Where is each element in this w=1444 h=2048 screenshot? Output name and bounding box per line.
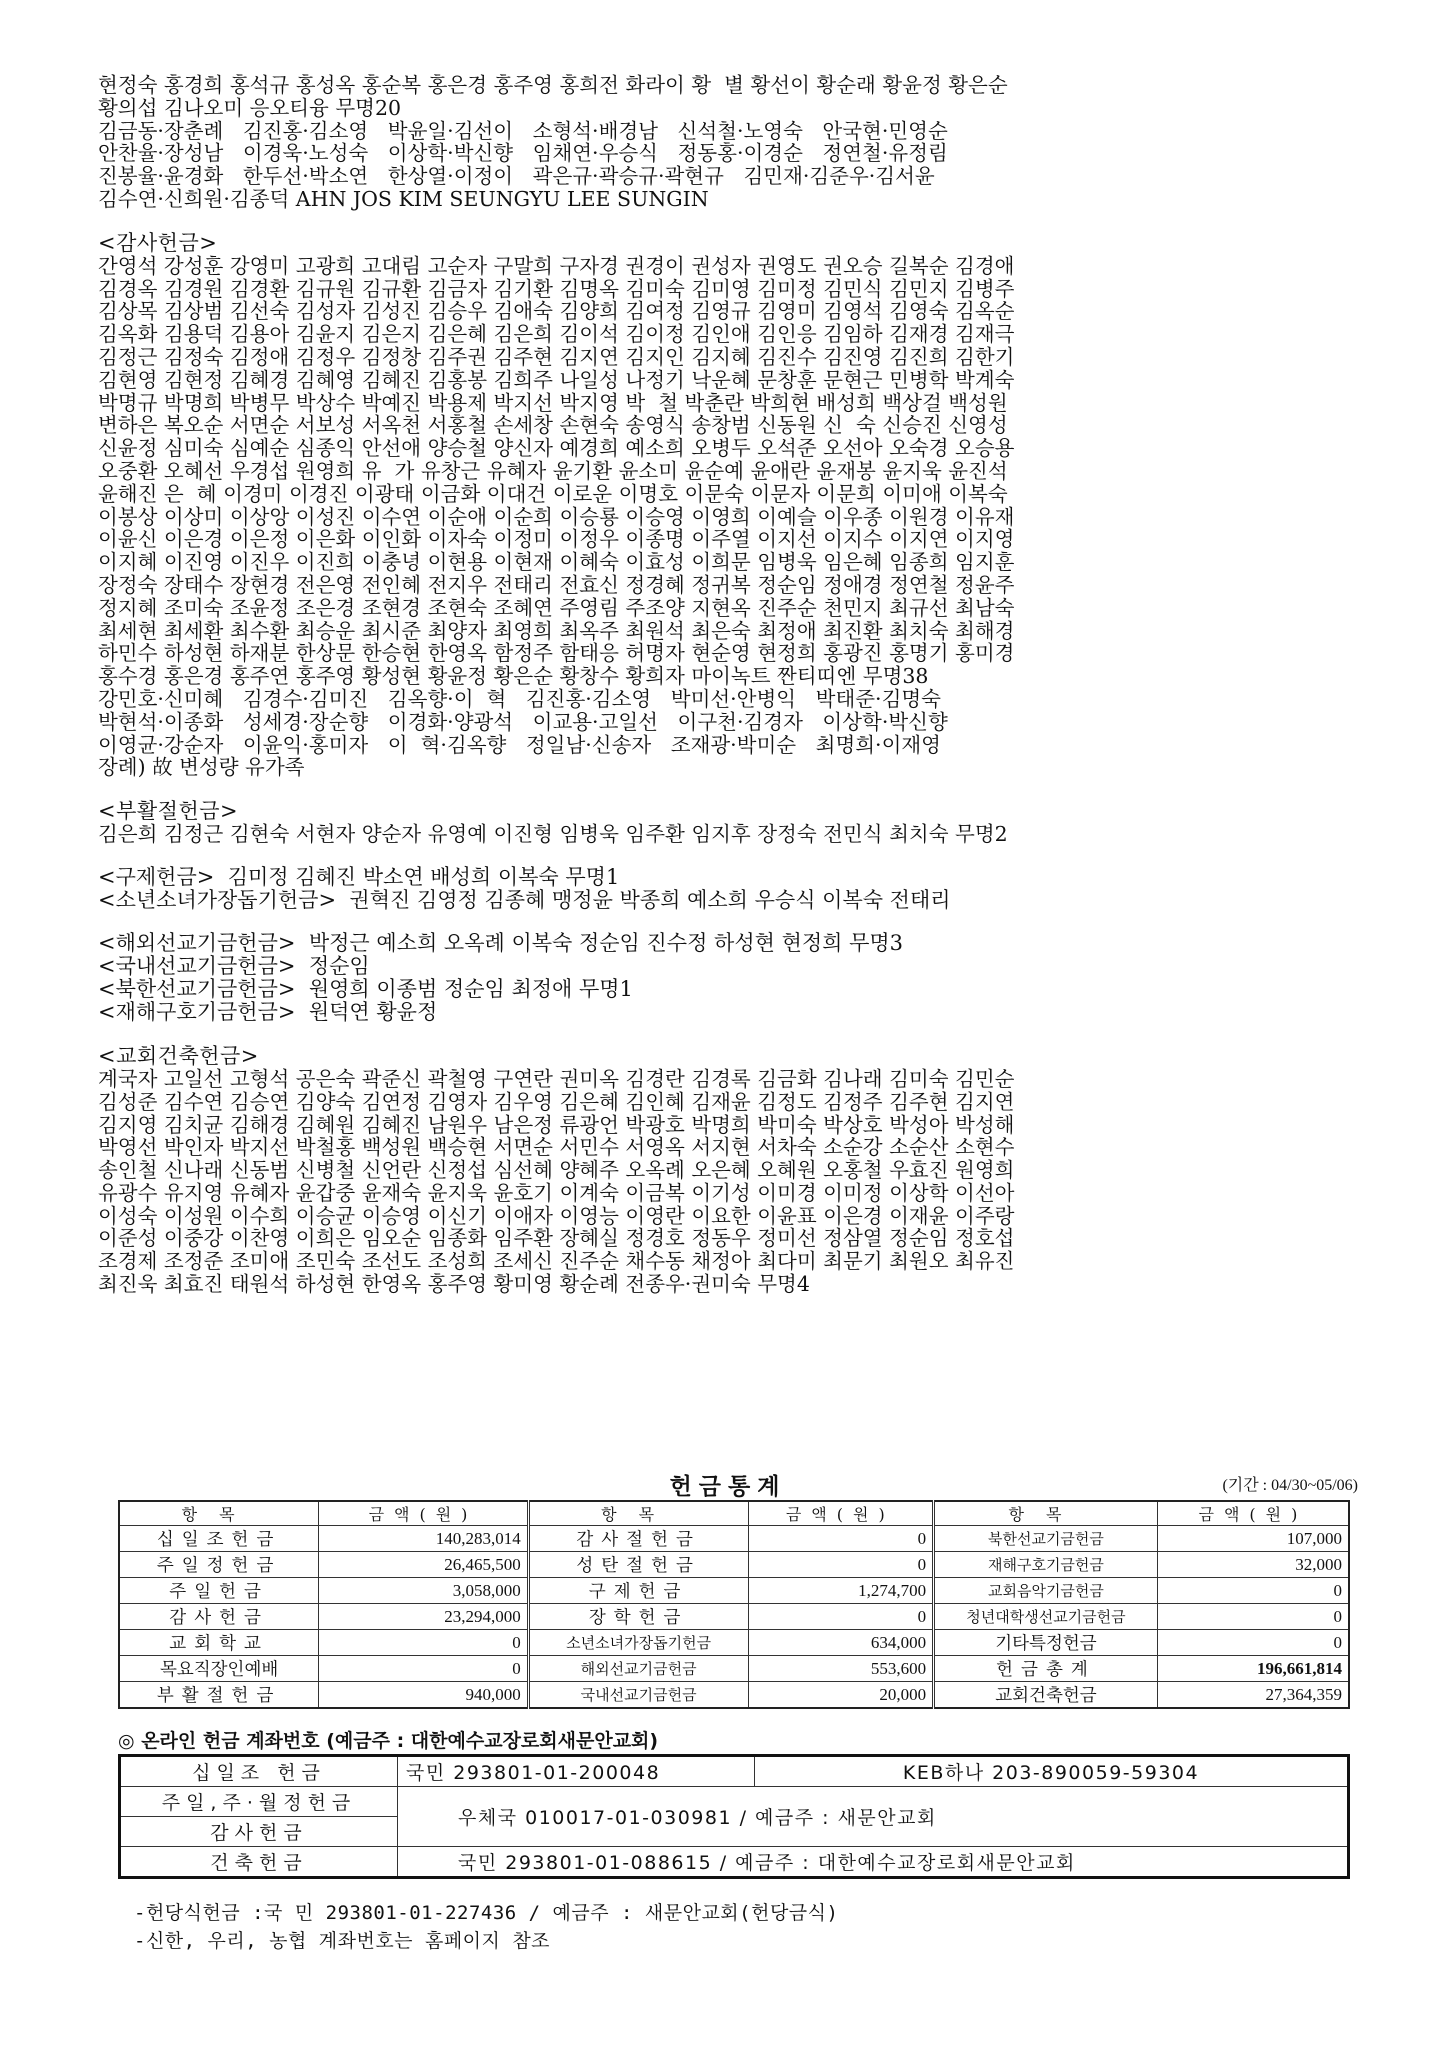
account-number: 국민 293801-01-200048 bbox=[398, 1756, 755, 1787]
stats-amount: 27,364,359 bbox=[1157, 1682, 1349, 1709]
stats-item-label: 소년소녀가장돕기헌금 bbox=[528, 1630, 748, 1656]
section-title: <국내선교기금헌금> bbox=[98, 953, 296, 978]
stats-amount: 23,294,000 bbox=[319, 1604, 529, 1630]
col-amount: 금액(원) bbox=[319, 1501, 529, 1526]
stats-item-label: 교회건축헌금 bbox=[934, 1682, 1158, 1709]
donor-line: 박명규 박명희 박병무 박상수 박예진 박용제 박지선 박지영 박 철 박춘란 박희현 배성희 백상걸 백성원 bbox=[98, 390, 1008, 415]
donor-line: 박정근 예소희 오옥례 이복숙 정순임 진수정 하성현 현정희 무명3 bbox=[308, 930, 904, 955]
donor-line: 권혁진 김영정 김종혜 맹정윤 박종희 예소희 우승식 이복숙 전태리 bbox=[349, 887, 951, 912]
account-row-building bbox=[120, 1847, 1349, 1878]
stats-amount: 32,000 bbox=[1157, 1552, 1349, 1578]
donor-line: 유광수 유지영 유혜자 윤갑중 윤재숙 윤지욱 윤호기 이계숙 이금복 이기성 이미경 이미정 이상학 이선아 bbox=[98, 1180, 1015, 1205]
stats-row bbox=[119, 1630, 1349, 1656]
donor-line: 이성숙 이성원 이수희 이승균 이승영 이신기 이애자 이영능 이영란 이요한 이윤표 이은경 이재윤 이주랑 bbox=[98, 1203, 1015, 1228]
donor-line: 안찬율·장성남 이경욱·노성숙 이상학·박신향 임채연·우승식 정동홍·이경순 정연철·유정림 bbox=[98, 141, 948, 166]
donor-line: 원덕연 황윤정 bbox=[308, 999, 438, 1024]
donor-line: 김수연·신희원·김종덕 AHN JOS KIM SEUNGYU LEE SUNGIN bbox=[98, 186, 709, 211]
section-title: <감사헌금> bbox=[98, 230, 218, 255]
stats-item-label: 국내선교기금헌금 bbox=[528, 1682, 748, 1709]
donor-line: 최진욱 최효진 태원석 하성현 한영옥 홍주영 황미영 황순례 전종우·권미숙 무명4 bbox=[98, 1272, 810, 1297]
donor-line: 장정숙 장태수 장현경 전은영 전인혜 전지우 전태리 전효신 정경혜 정귀복 정순임 정애경 정연철 정윤주 bbox=[98, 572, 1015, 597]
stats-header bbox=[98, 1468, 1358, 1498]
stats-item-label: 청년대학생선교기금헌금 bbox=[934, 1604, 1158, 1630]
section-title: <북한선교기금헌금> bbox=[98, 976, 296, 1001]
donor-line: 박영선 박인자 박지선 박철홍 백성원 백승현 서면순 서민수 서영옥 서지현 서차숙 소순강 소순산 소현수 bbox=[98, 1135, 1015, 1160]
account-row-weekly bbox=[120, 1787, 1349, 1817]
col-item: 항목 bbox=[934, 1501, 1158, 1526]
account-label: 감사헌금 bbox=[120, 1817, 398, 1847]
stats-amount: 26,465,500 bbox=[319, 1552, 529, 1578]
account-label: 주일,주·월정헌금 bbox=[120, 1787, 398, 1817]
stats-amount: 0 bbox=[319, 1656, 529, 1682]
donor-line: 김경옥 김경원 김경환 김규원 김규환 김금자 김기환 김명옥 김미숙 김미영 김미정 김민식 김민지 김병주 bbox=[98, 276, 1015, 301]
stats-amount: 0 bbox=[748, 1604, 934, 1630]
stats-amount: 0 bbox=[1157, 1578, 1349, 1604]
stats-row bbox=[119, 1656, 1349, 1682]
note-line: -신한, 우리, 농협 계좌번호는 홈페이지 참조 bbox=[134, 1930, 551, 1952]
donor-line: 김금동·장춘례 김진홍·김소영 박윤일·김선이 소형석·배경남 신석철·노영숙 안국현·민영순 bbox=[98, 118, 948, 143]
donor-line: 계국자 고일선 고형석 공은숙 곽준신 곽철영 구연란 권미옥 김경란 김경록 김금화 김나래 김미숙 김민순 bbox=[98, 1066, 1015, 1091]
donor-line: 강민호·신미혜 김경수·김미진 김옥향·이 혁 김진홍·김소영 박미선·안병익 박태준·김명숙 bbox=[98, 686, 941, 711]
thanks-offering-section bbox=[98, 231, 1358, 779]
donor-line: 홍수경 홍은경 홍주연 홍주영 황성현 황윤정 황은순 황창수 황희자 마이녹트 짠티띠엔 무명38 bbox=[98, 664, 929, 689]
stats-amount: 0 bbox=[748, 1526, 934, 1552]
stats-row bbox=[119, 1552, 1349, 1578]
account-number: 국민 293801-01-088615 / 예금주 : 대한예수교장로회새문안교회 bbox=[398, 1847, 1349, 1878]
col-item: 항목 bbox=[528, 1501, 748, 1526]
donor-line: 이봉상 이상미 이상앙 이성진 이수연 이순애 이순희 이승룡 이승영 이영희 이예슬 이우종 이원경 이유재 bbox=[98, 504, 1015, 529]
section-title: <구제헌금> bbox=[98, 864, 215, 889]
donor-line: 박현석·이종화 성세경·장순향 이경화·양광석 이교용·고일선 이구천·김경자 이상학·박신향 bbox=[98, 709, 948, 734]
stats-item-label: 교회음악기금헌금 bbox=[934, 1578, 1158, 1604]
stats-amount: 3,058,000 bbox=[319, 1578, 529, 1604]
stats-row bbox=[119, 1682, 1349, 1709]
col-item: 항목 bbox=[119, 1501, 319, 1526]
stats-amount: 0 bbox=[748, 1552, 934, 1578]
stats-amount: 0 bbox=[319, 1630, 529, 1656]
donor-line: 원영희 이종범 정순임 최정애 무명1 bbox=[308, 976, 633, 1001]
top-donor-block bbox=[98, 74, 1358, 211]
donor-line: 변하은 복오순 서면순 서보성 서옥천 서홍철 손세창 손현숙 송영식 송창범 신동원 신 숙 신승진 신영성 bbox=[98, 413, 1008, 438]
stats-amount: 553,600 bbox=[748, 1656, 934, 1682]
donor-line: 이영균·강순자 이윤익·홍미자 이 혁·김옥향 정일남·신송자 조재광·박미순 최명희·이재영 bbox=[98, 732, 941, 757]
donor-line: 송인철 신나래 신동범 신병철 신언란 신정섭 심선혜 양혜주 오옥례 오은혜 오혜원 오홍철 우효진 원영희 bbox=[98, 1158, 1015, 1183]
account-row-tithe bbox=[120, 1756, 1349, 1787]
mission-section bbox=[98, 932, 1358, 1024]
stats-amount: 196,661,814 bbox=[1157, 1656, 1349, 1682]
donor-line: 김현영 김현정 김혜경 김혜영 김혜진 김홍봉 김희주 나일성 나정기 낙운혜 문창훈 문현근 민병학 박계숙 bbox=[98, 367, 1015, 392]
donor-line: 김옥화 김용덕 김용아 김윤지 김은지 김은혜 김은희 김이석 김이정 김인애 김인응 김임하 김재경 김재극 bbox=[98, 322, 1015, 347]
stats-item-label: 헌금총계 bbox=[934, 1656, 1158, 1682]
stats-item-label: 감사절헌금 bbox=[528, 1526, 748, 1552]
stats-row bbox=[119, 1604, 1349, 1630]
donor-line: 김은희 김정근 김현숙 서현자 양순자 유영예 이진형 임병욱 임주환 임지후 장정숙 전민식 최치숙 무명2 bbox=[98, 822, 1008, 847]
donor-line: 간영석 강성훈 강영미 고광희 고대림 고순자 구말희 구자경 권경이 권성자 권영도 권오승 길복순 김경애 bbox=[98, 253, 1015, 278]
account-number: KEB하나 203-890059-59304 bbox=[755, 1756, 1349, 1787]
donor-line: 이준성 이중강 이찬영 이희은 임오순 임종화 임주환 장혜실 정경호 정동우 정미선 정삼열 정순임 정호섭 bbox=[98, 1226, 1015, 1251]
col-amount: 금액(원) bbox=[748, 1501, 934, 1526]
donor-line: 김상목 김상범 김선숙 김성자 김성진 김승우 김애숙 김양희 김여정 김영규 김영미 김영석 김영숙 김옥순 bbox=[98, 299, 1015, 324]
building-lines bbox=[98, 1068, 1358, 1296]
donor-line: 정지혜 조미숙 조윤정 조은경 조현경 조현숙 조혜연 주영림 주조양 지현옥 진주순 천민지 최규선 최남숙 bbox=[98, 595, 1015, 620]
donor-line: 김정근 김정숙 김정애 김정우 김정창 김주권 김주현 김지연 김지인 김지혜 김진수 김진영 김진희 김한기 bbox=[98, 344, 1015, 369]
stats-item-label: 십일조헌금 bbox=[119, 1526, 319, 1552]
donor-line: 황의섭 김나오미 응오티융 무명20 bbox=[98, 95, 402, 120]
stats-item-label: 주일헌금 bbox=[119, 1578, 319, 1604]
stats-table bbox=[118, 1500, 1350, 1709]
section-title: <부활절헌금> bbox=[98, 799, 239, 824]
stats-amount: 940,000 bbox=[319, 1682, 529, 1709]
easter-offering-section bbox=[98, 799, 1358, 846]
donor-line: 이윤신 이은경 이은정 이은화 이인화 이자숙 이정미 이정우 이종명 이주열 이지선 이지수 이지연 이지영 bbox=[98, 527, 1015, 552]
section-title: <해외선교기금헌금> bbox=[98, 930, 296, 955]
col-amount: 금액(원) bbox=[1157, 1501, 1349, 1526]
stats-item-label: 성탄절헌금 bbox=[528, 1552, 748, 1578]
account-table bbox=[118, 1754, 1350, 1879]
online-account-title: ◎ 온라인 헌금 계좌번호 (예금주 : 대한예수교장로회새문안교회) bbox=[118, 1730, 659, 1752]
account-label: 건축헌금 bbox=[120, 1847, 398, 1878]
donor-line: 윤해진 은 혜 이경미 이경진 이광태 이금화 이대건 이로운 이명호 이문숙 이문자 이문희 이미애 이복숙 bbox=[98, 481, 1008, 506]
stats-header-row bbox=[119, 1501, 1349, 1526]
stats-item-label: 장학헌금 bbox=[528, 1604, 748, 1630]
donor-line: 김성준 김수연 김승연 김양숙 김연정 김영자 김우영 김은혜 김인혜 김재윤 김정도 김정주 김주현 김지연 bbox=[98, 1089, 1015, 1114]
stats-item-label: 구제헌금 bbox=[528, 1578, 748, 1604]
donor-line: 김미정 김혜진 박소연 배성희 이복숙 무명1 bbox=[227, 864, 620, 889]
donor-line: 장례) 故 변성량 유가족 bbox=[98, 755, 305, 780]
donor-line: 하민수 하성현 하재분 한상문 한승현 한영옥 함정주 함태응 허명자 현순영 현정희 홍광진 홍명기 홍미경 bbox=[98, 641, 1015, 666]
donor-line: 최세현 최세환 최수환 최승운 최시준 최양자 최영희 최옥주 최원석 최은숙 최정애 최진환 최치숙 최해경 bbox=[98, 618, 1015, 643]
stats-row bbox=[119, 1578, 1349, 1604]
stats-item-label: 감사헌금 bbox=[119, 1604, 319, 1630]
donor-line: 김지영 김치균 김해경 김혜원 김혜진 남원우 남은정 류광언 박광호 박명희 박미숙 박상호 박성아 박성해 bbox=[98, 1112, 1015, 1137]
stats-amount: 20,000 bbox=[748, 1682, 934, 1709]
stats-item-label: 재해구호기금헌금 bbox=[934, 1552, 1158, 1578]
stats-amount: 0 bbox=[1157, 1604, 1349, 1630]
stats-item-label: 북한선교기금헌금 bbox=[934, 1526, 1158, 1552]
stats-item-label: 주일정헌금 bbox=[119, 1552, 319, 1578]
stats-amount: 0 bbox=[1157, 1630, 1349, 1656]
donor-line: 이지혜 이진영 이진우 이진희 이충녕 이현용 이현재 이혜숙 이효성 이희문 임병욱 임은혜 임종희 임지훈 bbox=[98, 550, 1015, 575]
stats-item-label: 교회학교 bbox=[119, 1630, 319, 1656]
stats-amount: 634,000 bbox=[748, 1630, 934, 1656]
donor-list bbox=[98, 74, 1358, 1296]
stats-item-label: 해외선교기금헌금 bbox=[528, 1656, 748, 1682]
donor-line: 오중환 오혜선 우경섭 원영희 유 가 유창근 유혜자 윤기환 윤소미 윤순예 윤애란 윤재봉 윤지욱 윤진석 bbox=[98, 458, 1008, 483]
stats-row bbox=[119, 1526, 1349, 1552]
stats-amount: 1,274,700 bbox=[748, 1578, 934, 1604]
relief-section bbox=[98, 866, 1358, 912]
account-number: 우체국 010017-01-030981 / 예금주 : 새문안교회 bbox=[398, 1787, 1349, 1847]
donor-line: 조경제 조정준 조미애 조민숙 조선도 조성희 조세신 진주순 채수동 채정아 최다미 최문기 최원오 최유진 bbox=[98, 1249, 1015, 1274]
section-title: <소년소녀가장돕기헌금> bbox=[98, 887, 337, 912]
account-label: 십일조 헌금 bbox=[120, 1756, 398, 1787]
stats-amount: 140,283,014 bbox=[319, 1526, 529, 1552]
note-line: -헌당식헌금 :국 민 293801-01-227436 / 예금주 : 새문안교회(헌당금식) bbox=[134, 1902, 839, 1924]
stats-period: (기간 : 04/30~05/06) bbox=[1222, 1477, 1358, 1494]
donor-line: 신윤정 심미숙 심예순 심종익 안선애 양승철 양신자 예경희 예소희 오병두 오석준 오선아 오숙경 오승용 bbox=[98, 436, 1015, 461]
section-title: <교회건축헌금> bbox=[98, 1043, 259, 1068]
thanks-lines bbox=[98, 255, 1358, 779]
stats-item-label: 목요직장인예배 bbox=[119, 1656, 319, 1682]
donor-line: 정순임 bbox=[308, 953, 370, 978]
donor-line: 진봉율·윤경화 한두선·박소연 한상열·이정이 곽은규·곽승규·곽현규 김민재·김준우·김서윤 bbox=[98, 164, 935, 189]
donor-line: 현정숙 홍경희 홍석규 홍성옥 홍순복 홍은경 홍주영 홍희전 화라이 황 별 황선이 황순래 황윤정 황은순 bbox=[98, 73, 1008, 97]
stats-amount: 107,000 bbox=[1157, 1526, 1349, 1552]
stats-title: 헌금통계 bbox=[669, 1473, 787, 1500]
section-title: <재해구호기금헌금> bbox=[98, 999, 296, 1024]
building-offering-section bbox=[98, 1044, 1358, 1296]
stats-item-label: 부활절헌금 bbox=[119, 1682, 319, 1709]
stats-item-label: 기타특정헌금 bbox=[934, 1630, 1158, 1656]
